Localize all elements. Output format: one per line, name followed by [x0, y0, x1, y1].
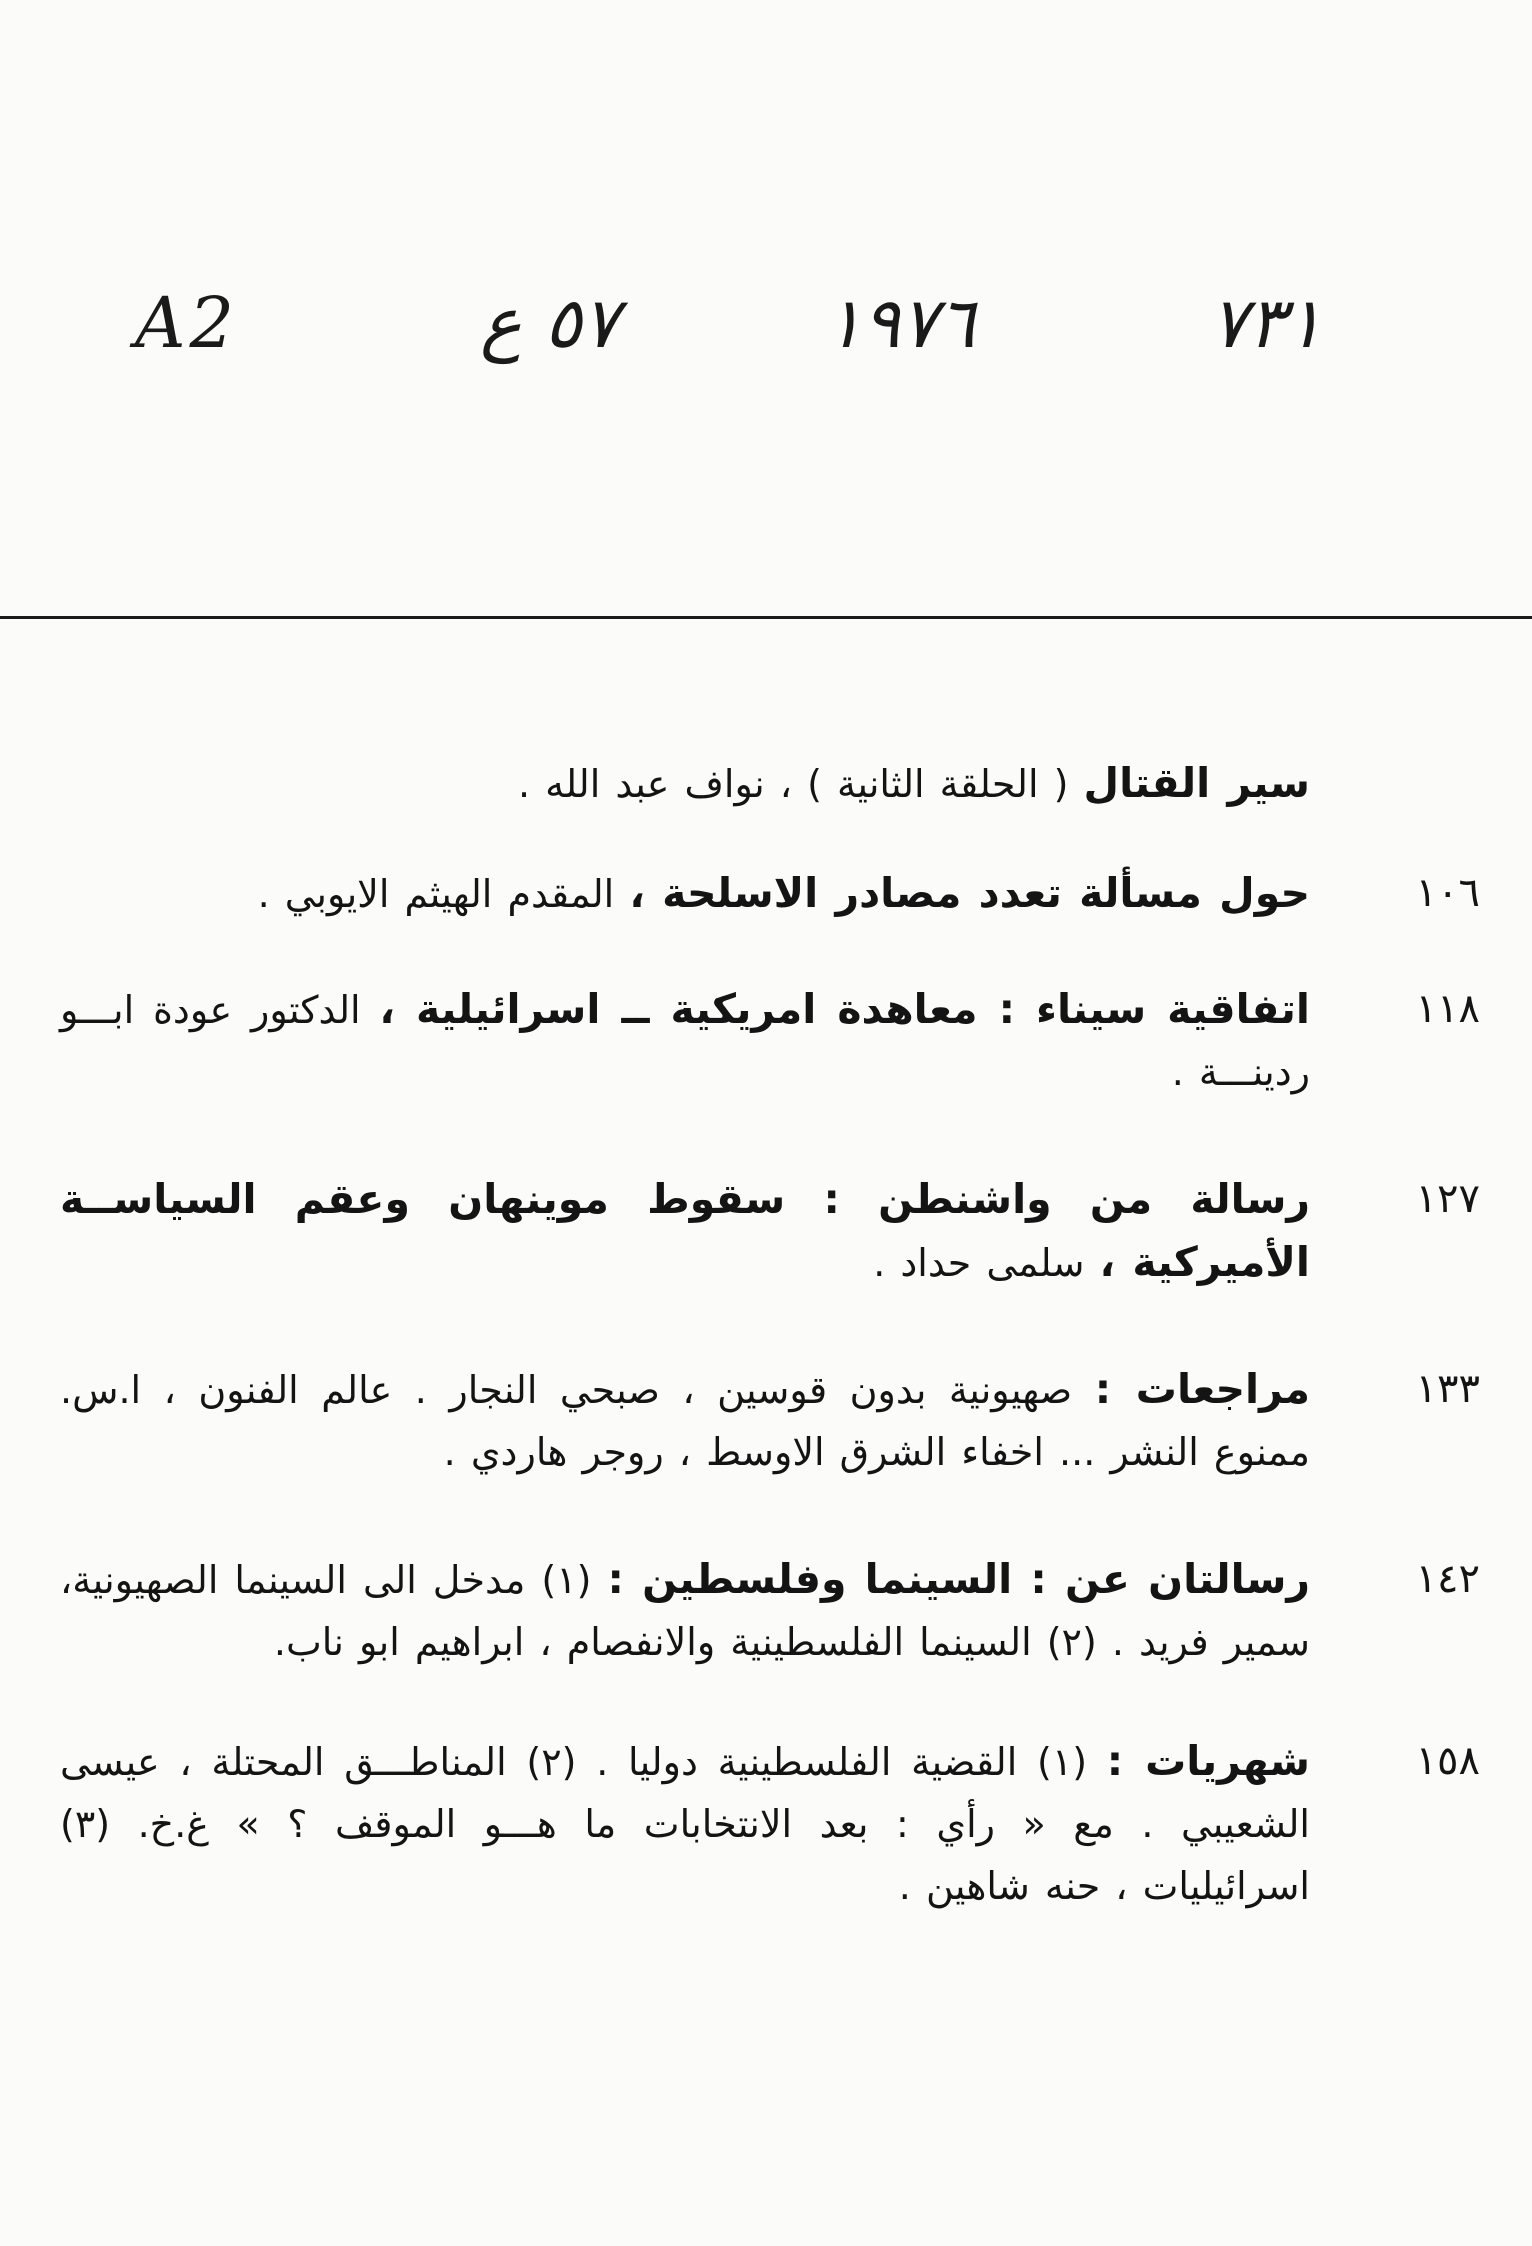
entry-text: [60, 1548, 1310, 1673]
entry-title: سير القتال: [1083, 759, 1310, 807]
entry-text: [60, 862, 1310, 925]
header-divider: [0, 616, 1532, 619]
toc-entry: [60, 1168, 1480, 1298]
entry-detail: الدكتور عودة ابـــو ردينـــة .: [60, 988, 1310, 1094]
entry-detail: ( الحلقة الثانية ) ، نواف عبد الله .: [518, 762, 1084, 806]
toc-entry: [60, 1730, 1480, 1980]
handwritten-mark-1: A2: [135, 282, 239, 364]
entry-detail: المقدم الهيثم الايوبي .: [257, 872, 630, 916]
entry-title: شهريات :: [1106, 1737, 1310, 1785]
page-number: ١٤٢: [1415, 1556, 1480, 1602]
entry-text: [60, 1358, 1310, 1483]
entry-title: اتفاقية سيناء : معاهدة امريكية ــ اسرائيلية ،: [379, 985, 1310, 1033]
entry-detail: صهيونية بدون قوسين ، صبحي النجار . عالم الفنون ، ا.س. ممنوع النشر ... اخفاء الشرق الاوسط ، روجر هاردي .: [60, 1368, 1310, 1474]
entry-detail: سلمى حداد .: [873, 1241, 1100, 1285]
toc-entry: [60, 752, 1480, 822]
entry-title: مراجعات :: [1094, 1365, 1310, 1413]
entry-text: [60, 752, 1310, 815]
handwritten-mark-4: ٧٣١: [1210, 282, 1323, 364]
page-number: ١٢٧: [1415, 1176, 1480, 1222]
handwritten-mark-2: ٥٧ ع: [480, 282, 620, 364]
toc-entry: [60, 1548, 1480, 1678]
entry-detail: (١) مدخل الى السينما الصهيونية، سمير فريد . (٢) السينما الفلسطينية والانفصام ، ابراهيم ابو ناب.: [60, 1558, 1310, 1664]
page-number: ١١٨: [1415, 986, 1480, 1032]
entry-title: حول مسألة تعدد مصادر الاسلحة ،: [629, 869, 1310, 917]
toc-entry: [60, 978, 1480, 1108]
page-number: ١٣٣: [1415, 1366, 1480, 1412]
page-number: ١٠٦: [1415, 870, 1480, 916]
entry-text: [60, 1730, 1310, 1917]
handwritten-mark-3: ١٩٧٦: [825, 282, 976, 364]
entry-text: [60, 1168, 1310, 1294]
entry-title: رسالتان عن : السينما وفلسطين :: [607, 1555, 1310, 1603]
entry-detail: (١) القضية الفلسطينية دوليا . (٢) المناطـــق المحتلة ، عيسى الشعيبي . مع « رأي : بعد الانتخابات ما هـــو الموقف ؟ » غ.خ. (٣) اسرائيليات ، حنه شاهين .: [60, 1740, 1310, 1908]
toc-entry: [60, 862, 1480, 932]
page-number: ١٥٨: [1415, 1738, 1480, 1784]
toc-entry: [60, 1358, 1480, 1488]
entry-text: [60, 978, 1310, 1103]
entry-title: رسالة من واشنطن : سقوط موينهان وعقم السياســة الأميركية ،: [60, 1175, 1310, 1286]
